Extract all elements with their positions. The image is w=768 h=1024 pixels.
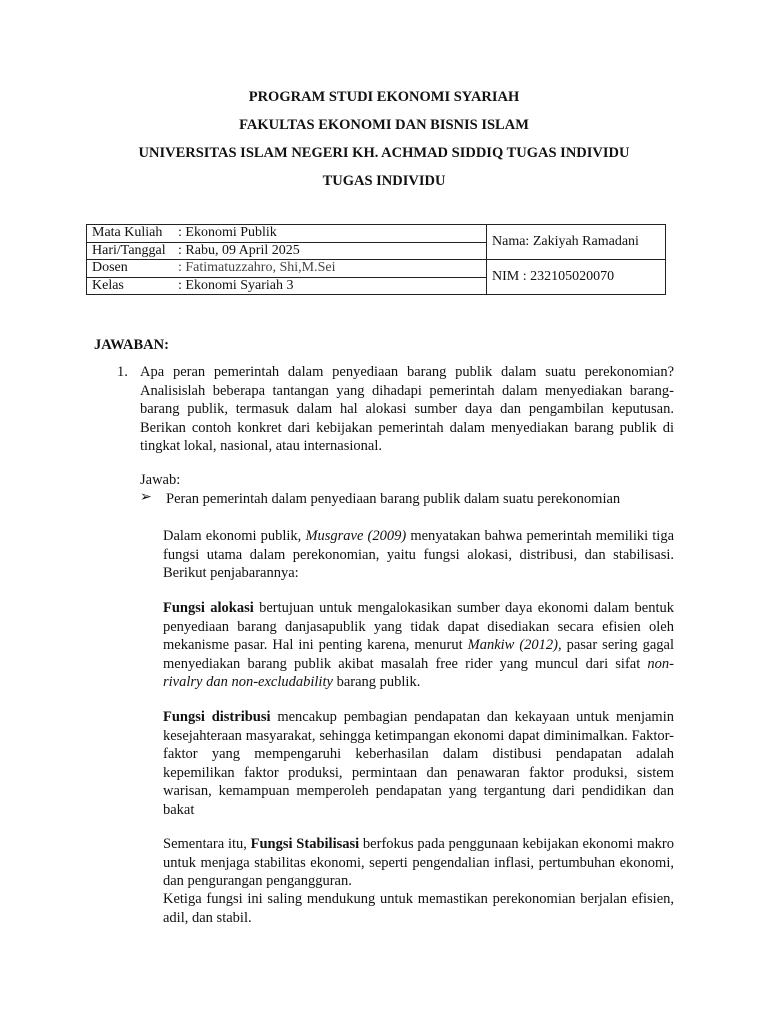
p2-text-c: barang publik.: [332, 674, 421, 690]
header-tugas-individu: TUGAS INDIVIDU: [322, 173, 446, 189]
arrow-bullet-icon: ➢: [140, 490, 152, 505]
p3-text: mencakup pembagian pendapatan dan kekayaan untuk menjamin kesejahteraan masyarakat, sehingga ketimpangan ekonomi dapat diminimalkan. Faktor-faktor yang mempengaruhi keberhasilan dalam distibusi pendapatan adalah kepemilikan faktor produksi, permintaan dan penawaran faktor produksi, sistem warisan, kemampuan memperoleh pendapatan yang tergantung dari pendidikan dan bakat: [163, 709, 674, 818]
paragraph-fungsi-alokasi: [163, 599, 674, 692]
header-program-studi: PROGRAM STUDI EKONOMI SYARIAH: [248, 89, 520, 105]
p1-text-b: menyatakan bahwa pemerintah memiliki tiga fungsi utama dalam perekonomian, yaitu fungsi alokasi, distribusi, dan stabilisasi. Berikut penjabarannya:: [163, 528, 674, 581]
nim-cell: NIM : 232105020070: [487, 260, 666, 295]
p4-text-b: berfokus pada penggunaan kebijakan ekonomi makro untuk menjaga stabilitas ekonomi, seperti pengendalian inflasi, pertumbuhan ekonomi, dan pengurangan pengangguran.: [163, 836, 674, 889]
hari-tanggal-value: : Rabu, 09 April 2025: [178, 242, 300, 258]
question-text: Apa peran pemerintah dalam penyediaan barang publik dalam suatu perekonomian? Analisislah beberapa tantangan yang dihadapi pemerintah dalam menyediakan barang-barang publik, termasuk dalam hal alokasi sumber daya dan pengambilan keputusan. Berikan contoh konkret dari kebijakan pemerintah dalam menyediakan barang publik di tingkat lokal, nasional, atau internasional.: [140, 364, 674, 454]
p2-text-a: bertujuan untuk mengalokasikan sumber daya ekonomi dalam bentuk penyediaan barang danjasapublik yang tidak dapat disediakan secara efisien oleh mekanisme pasar. Hal ini penting karena, menurut: [163, 600, 675, 653]
p1-citation: Musgrave (2009): [305, 528, 407, 544]
hari-tanggal-label: Hari/Tanggal: [92, 242, 166, 258]
mata-kuliah-cell: [87, 225, 487, 243]
jawab-label: Jawab:: [140, 472, 181, 488]
p2-citation: Mankiw (2012),: [467, 637, 562, 653]
kelas-label: Kelas: [92, 277, 124, 293]
kelas-cell: [87, 277, 487, 295]
hari-tanggal-cell: [87, 242, 487, 260]
student-info-table: [86, 224, 666, 295]
dosen-cell: [87, 260, 487, 278]
p2-italic-term: non-rivalry dan non-excludability: [163, 655, 674, 690]
jawaban-heading: JAWABAN:: [94, 337, 169, 353]
p4-term: Fungsi Stabilisasi: [250, 836, 360, 852]
mata-kuliah-value: : Ekonomi Publik: [178, 225, 277, 241]
paragraph-fungsi-distribusi: [163, 708, 674, 819]
p2-term: Fungsi alokasi: [163, 600, 254, 616]
p3-term: Fungsi distribusi: [163, 709, 271, 725]
p2-text-b: pasar sering gagal menyediakan barang publik akibat masalah free rider yang muncul dari sifat: [163, 637, 674, 672]
dosen-value: : Fatimatuzzahro, Shi,M.Sei: [178, 260, 336, 276]
p4-text-a: Sementara itu,: [163, 836, 251, 852]
kelas-value: : Ekonomi Syariah 3: [178, 277, 294, 293]
paragraph-ketiga-fungsi: Ketiga fungsi ini saling mendukung untuk memastikan perekonomian berjalan efisien, adil, dan stabil.: [163, 891, 674, 926]
nama-cell: Nama: Zakiyah Ramadani: [487, 225, 666, 260]
question-number: 1.: [117, 364, 128, 380]
header-fakultas: FAKULTAS EKONOMI DAN BISNIS ISLAM: [239, 117, 529, 133]
header-universitas: UNIVERSITAS ISLAM NEGERI KH. ACHMAD SIDDIQ TUGAS INDIVIDU: [138, 145, 630, 161]
paragraph-musgrave: [163, 527, 674, 583]
paragraph-fungsi-stabilisasi: [163, 835, 674, 891]
bullet-heading: Peran pemerintah dalam penyediaan barang publik dalam suatu perekonomian: [166, 491, 621, 507]
mata-kuliah-label: Mata Kuliah: [92, 225, 163, 241]
p1-text-a: Dalam ekonomi publik,: [163, 528, 306, 544]
dosen-label: Dosen: [92, 260, 128, 276]
